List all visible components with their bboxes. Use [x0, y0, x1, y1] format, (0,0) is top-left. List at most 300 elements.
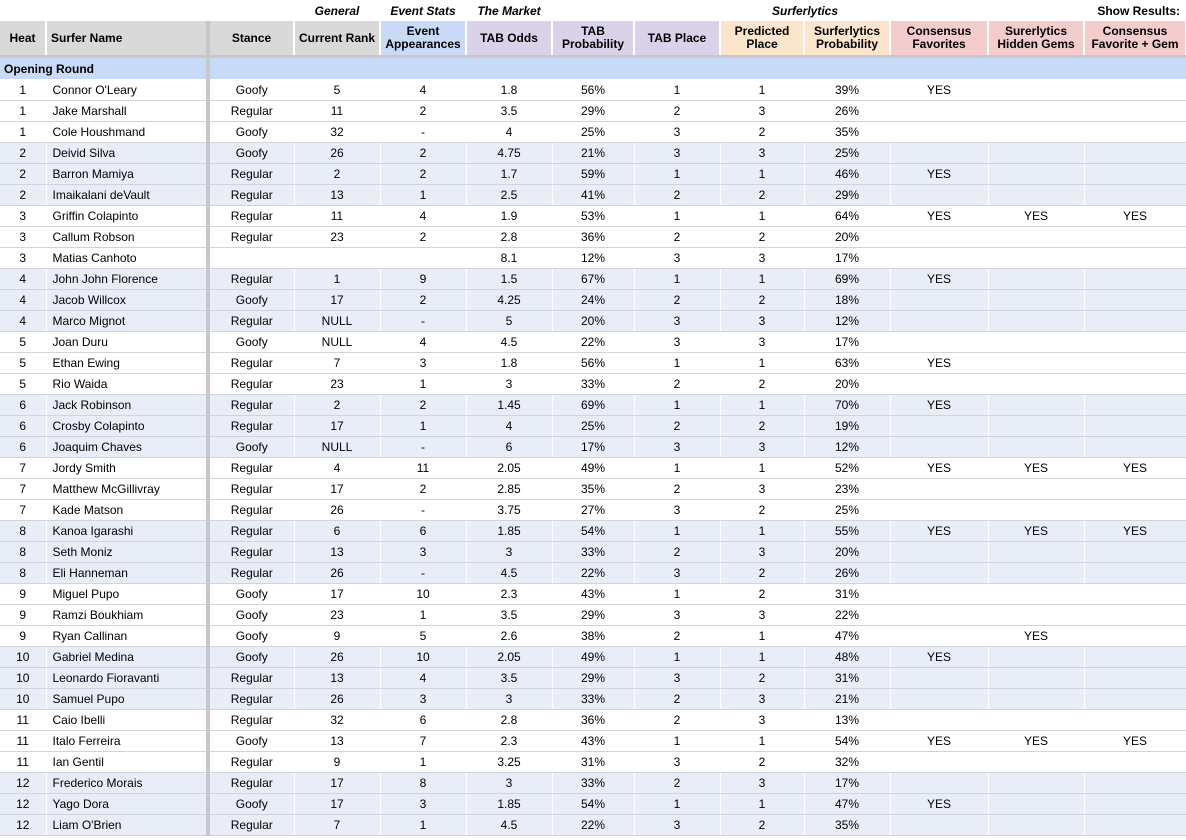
cell-event-appearances: - — [380, 500, 466, 521]
cell-predicted-place: 3 — [720, 248, 804, 269]
cell-tab-probability: 31% — [552, 752, 634, 773]
cell-tab-probability: 33% — [552, 773, 634, 794]
cell-hidden-gems — [988, 164, 1084, 185]
cell-consensus-favorites — [890, 815, 988, 836]
cell-surferlytics-probability: 69% — [804, 269, 890, 290]
cell-event-appearances: 4 — [380, 668, 466, 689]
cell-tab-probability: 54% — [552, 794, 634, 815]
cell-surfer-name: Griffin Colapinto — [46, 206, 208, 227]
cell-favorite-gem — [1084, 185, 1186, 206]
cell-hidden-gems — [988, 185, 1084, 206]
cell-tab-probability: 27% — [552, 500, 634, 521]
cell-event-appearances: 2 — [380, 101, 466, 122]
table-row[interactable] — [0, 815, 1186, 836]
cell-heat: 4 — [0, 311, 46, 332]
table-row[interactable] — [0, 458, 1186, 479]
cell-favorite-gem — [1084, 542, 1186, 563]
cell-current-rank: 17 — [294, 479, 380, 500]
table-row[interactable] — [0, 731, 1186, 752]
cell-tab-odds: 3 — [466, 773, 552, 794]
cell-consensus-favorites — [890, 752, 988, 773]
cell-heat: 2 — [0, 185, 46, 206]
cell-hidden-gems — [988, 710, 1084, 731]
cell-hidden-gems — [988, 437, 1084, 458]
cell-hidden-gems — [988, 395, 1084, 416]
col-tab-probability[interactable]: TAB Probability — [552, 21, 634, 55]
cell-tab-probability: 22% — [552, 815, 634, 836]
table-row[interactable] — [0, 395, 1186, 416]
cell-predicted-place: 1 — [720, 626, 804, 647]
cell-tab-probability: 12% — [552, 248, 634, 269]
cell-stance: Regular — [208, 521, 294, 542]
table-row[interactable] — [0, 584, 1186, 605]
cell-tab-place: 1 — [634, 458, 720, 479]
cell-consensus-favorites — [890, 563, 988, 584]
cell-surferlytics-probability: 20% — [804, 374, 890, 395]
cell-hidden-gems — [988, 269, 1084, 290]
cell-event-appearances: 4 — [380, 206, 466, 227]
cell-favorite-gem — [1084, 647, 1186, 668]
table-row[interactable] — [0, 311, 1186, 332]
cell-event-appearances: 4 — [380, 332, 466, 353]
cell-hidden-gems — [988, 584, 1084, 605]
cell-hidden-gems — [988, 374, 1084, 395]
table-row[interactable] — [0, 668, 1186, 689]
cell-stance: Regular — [208, 500, 294, 521]
cell-surfer-name: Ramzi Boukhiam — [46, 605, 208, 626]
cell-predicted-place: 2 — [720, 416, 804, 437]
table-row[interactable] — [0, 80, 1186, 101]
cell-heat: 7 — [0, 479, 46, 500]
cell-consensus-favorites — [890, 500, 988, 521]
cell-favorite-gem — [1084, 311, 1186, 332]
table-row[interactable] — [0, 542, 1186, 563]
cell-favorite-gem — [1084, 752, 1186, 773]
cell-surferlytics-probability: 12% — [804, 437, 890, 458]
cell-surferlytics-probability: 47% — [804, 794, 890, 815]
cell-predicted-place: 1 — [720, 521, 804, 542]
cell-hidden-gems — [988, 605, 1084, 626]
cell-tab-probability: 24% — [552, 290, 634, 311]
cell-tab-place: 3 — [634, 563, 720, 584]
cell-surfer-name: Cole Houshmand — [46, 122, 208, 143]
cell-stance: Goofy — [208, 80, 294, 101]
section-title: Opening Round — [0, 58, 208, 80]
cell-surfer-name: Barron Mamiya — [46, 164, 208, 185]
cell-surfer-name: Jack Robinson — [46, 395, 208, 416]
cell-current-rank: 32 — [294, 710, 380, 731]
cell-event-appearances: 1 — [380, 815, 466, 836]
cell-tab-place: 1 — [634, 353, 720, 374]
cell-hidden-gems: YES — [988, 458, 1084, 479]
cell-stance: Goofy — [208, 647, 294, 668]
cell-surfer-name: Joan Duru — [46, 332, 208, 353]
cell-stance: Regular — [208, 668, 294, 689]
table-row[interactable] — [0, 710, 1186, 731]
cell-event-appearances: 6 — [380, 521, 466, 542]
table-row[interactable] — [0, 143, 1186, 164]
cell-tab-odds: 8.1 — [466, 248, 552, 269]
cell-current-rank: 11 — [294, 206, 380, 227]
cell-surferlytics-probability: 64% — [804, 206, 890, 227]
cell-tab-odds: 6 — [466, 437, 552, 458]
cell-tab-probability: 38% — [552, 626, 634, 647]
cell-consensus-favorites — [890, 290, 988, 311]
cell-heat: 3 — [0, 248, 46, 269]
cell-stance: Regular — [208, 815, 294, 836]
cell-event-appearances: - — [380, 122, 466, 143]
cell-heat: 9 — [0, 584, 46, 605]
cell-surfer-name: John John Florence — [46, 269, 208, 290]
cell-favorite-gem — [1084, 227, 1186, 248]
cell-surferlytics-probability: 20% — [804, 227, 890, 248]
cell-tab-place: 3 — [634, 248, 720, 269]
cell-tab-odds: 1.5 — [466, 269, 552, 290]
cell-tab-odds: 4.5 — [466, 815, 552, 836]
col-event-appearances[interactable]: Event Appearances — [380, 21, 466, 55]
cell-tab-odds: 3 — [466, 374, 552, 395]
cell-tab-place: 2 — [634, 416, 720, 437]
cell-predicted-place: 2 — [720, 752, 804, 773]
cell-consensus-favorites — [890, 437, 988, 458]
table-row[interactable] — [0, 164, 1186, 185]
cell-event-appearances: 7 — [380, 731, 466, 752]
table-row[interactable] — [0, 626, 1186, 647]
cell-surfer-name: Matthew McGillivray — [46, 479, 208, 500]
cell-hidden-gems — [988, 311, 1084, 332]
cell-current-rank: 2 — [294, 164, 380, 185]
table-row[interactable] — [0, 437, 1186, 458]
cell-event-appearances: 6 — [380, 710, 466, 731]
cell-consensus-favorites: YES — [890, 794, 988, 815]
cell-tab-probability: 36% — [552, 710, 634, 731]
cell-favorite-gem — [1084, 437, 1186, 458]
cell-consensus-favorites: YES — [890, 269, 988, 290]
table-row[interactable] — [0, 479, 1186, 500]
cell-current-rank: 26 — [294, 563, 380, 584]
cell-consensus-favorites — [890, 416, 988, 437]
cell-current-rank: 13 — [294, 668, 380, 689]
cell-tab-probability: 43% — [552, 584, 634, 605]
col-consensus-favorites[interactable]: Consensus Favorites — [890, 21, 988, 55]
cell-tab-odds: 5 — [466, 311, 552, 332]
cell-predicted-place: 1 — [720, 731, 804, 752]
table-row[interactable] — [0, 521, 1186, 542]
cell-surfer-name: Deivid Silva — [46, 143, 208, 164]
cell-hidden-gems — [988, 563, 1084, 584]
cell-favorite-gem — [1084, 668, 1186, 689]
cell-tab-odds: 1.45 — [466, 395, 552, 416]
table-row[interactable] — [0, 248, 1186, 269]
cell-heat: 5 — [0, 374, 46, 395]
cell-tab-place: 1 — [634, 794, 720, 815]
cell-favorite-gem — [1084, 374, 1186, 395]
col-current-rank[interactable]: Current Rank — [294, 21, 380, 55]
cell-favorite-gem — [1084, 773, 1186, 794]
cell-tab-odds: 1.9 — [466, 206, 552, 227]
cell-favorite-gem — [1084, 794, 1186, 815]
cell-favorite-gem — [1084, 605, 1186, 626]
cell-current-rank: 13 — [294, 542, 380, 563]
cell-surfer-name: Leonardo Fioravanti — [46, 668, 208, 689]
cell-tab-probability: 49% — [552, 647, 634, 668]
cell-event-appearances: 1 — [380, 185, 466, 206]
cell-surfer-name: Seth Moniz — [46, 542, 208, 563]
cell-stance: Regular — [208, 311, 294, 332]
cell-tab-odds: 3 — [466, 689, 552, 710]
cell-tab-place: 1 — [634, 269, 720, 290]
col-tab-place[interactable]: TAB Place — [634, 21, 720, 55]
cell-stance: Goofy — [208, 437, 294, 458]
cell-stance: Goofy — [208, 332, 294, 353]
cell-surferlytics-probability: 35% — [804, 122, 890, 143]
cell-consensus-favorites — [890, 227, 988, 248]
cell-surfer-name: Gabriel Medina — [46, 647, 208, 668]
col-predicted-place[interactable]: Predicted Place — [720, 21, 804, 55]
cell-heat: 5 — [0, 332, 46, 353]
cell-tab-odds: 3.75 — [466, 500, 552, 521]
cell-heat: 8 — [0, 563, 46, 584]
cell-surfer-name: Frederico Morais — [46, 773, 208, 794]
cell-heat: 11 — [0, 710, 46, 731]
cell-favorite-gem — [1084, 101, 1186, 122]
cell-heat: 10 — [0, 689, 46, 710]
cell-current-rank: 4 — [294, 458, 380, 479]
cell-surferlytics-probability: 12% — [804, 311, 890, 332]
cell-surfer-name: Eli Hanneman — [46, 563, 208, 584]
cell-event-appearances: 4 — [380, 80, 466, 101]
cell-surferlytics-probability: 48% — [804, 647, 890, 668]
cell-hidden-gems — [988, 689, 1084, 710]
cell-tab-probability: 56% — [552, 353, 634, 374]
section-row — [0, 58, 1186, 80]
cell-tab-place: 1 — [634, 395, 720, 416]
cell-tab-place: 3 — [634, 668, 720, 689]
cell-tab-probability: 49% — [552, 458, 634, 479]
cell-tab-odds: 2.6 — [466, 626, 552, 647]
cell-favorite-gem — [1084, 80, 1186, 101]
cell-stance: Goofy — [208, 584, 294, 605]
cell-surferlytics-probability: 17% — [804, 248, 890, 269]
col-surferlytics-probability[interactable]: Surferlytics Probability — [804, 21, 890, 55]
cell-predicted-place: 1 — [720, 269, 804, 290]
group-surferlytics: Surferlytics — [771, 3, 839, 18]
cell-tab-place: 3 — [634, 752, 720, 773]
cell-surfer-name: Miguel Pupo — [46, 584, 208, 605]
cell-event-appearances: 10 — [380, 584, 466, 605]
cell-consensus-favorites: YES — [890, 731, 988, 752]
table-row[interactable] — [0, 290, 1186, 311]
table-row[interactable] — [0, 227, 1186, 248]
table-row[interactable] — [0, 794, 1186, 815]
cell-surfer-name: Jacob Willcox — [46, 290, 208, 311]
cell-event-appearances: 2 — [380, 164, 466, 185]
cell-event-appearances: 2 — [380, 479, 466, 500]
cell-current-rank: 1 — [294, 269, 380, 290]
cell-favorite-gem — [1084, 689, 1186, 710]
cell-predicted-place: 2 — [720, 815, 804, 836]
cell-predicted-place: 2 — [720, 122, 804, 143]
cell-stance: Regular — [208, 542, 294, 563]
table-row[interactable] — [0, 206, 1186, 227]
col-hidden-gems[interactable]: Surerlytics Hidden Gems — [988, 21, 1084, 55]
cell-event-appearances: 8 — [380, 773, 466, 794]
cell-tab-odds: 1.85 — [466, 521, 552, 542]
table-row[interactable] — [0, 185, 1186, 206]
cell-heat: 12 — [0, 773, 46, 794]
cell-stance: Regular — [208, 164, 294, 185]
cell-consensus-favorites — [890, 710, 988, 731]
cell-predicted-place: 2 — [720, 185, 804, 206]
cell-favorite-gem — [1084, 332, 1186, 353]
table-row[interactable] — [0, 353, 1186, 374]
table-row[interactable] — [0, 374, 1186, 395]
cell-stance: Regular — [208, 227, 294, 248]
cell-tab-probability: 53% — [552, 206, 634, 227]
cell-tab-odds: 3.5 — [466, 101, 552, 122]
col-surfer-name[interactable]: Surfer Name — [46, 21, 208, 55]
cell-tab-place: 1 — [634, 584, 720, 605]
cell-predicted-place: 1 — [720, 80, 804, 101]
cell-hidden-gems — [988, 479, 1084, 500]
col-tab-odds[interactable]: TAB Odds — [466, 21, 552, 55]
cell-predicted-place: 2 — [720, 584, 804, 605]
cell-surferlytics-probability: 47% — [804, 626, 890, 647]
cell-surferlytics-probability: 63% — [804, 353, 890, 374]
table-row[interactable] — [0, 101, 1186, 122]
cell-tab-probability: 56% — [552, 80, 634, 101]
cell-heat: 4 — [0, 290, 46, 311]
table-row[interactable] — [0, 752, 1186, 773]
cell-surferlytics-probability: 70% — [804, 395, 890, 416]
cell-tab-place: 2 — [634, 290, 720, 311]
cell-tab-place: 2 — [634, 479, 720, 500]
cell-tab-probability: 67% — [552, 269, 634, 290]
cell-tab-odds: 4.25 — [466, 290, 552, 311]
cell-tab-probability: 36% — [552, 227, 634, 248]
cell-favorite-gem — [1084, 122, 1186, 143]
cell-predicted-place: 2 — [720, 227, 804, 248]
table-row[interactable] — [0, 416, 1186, 437]
cell-tab-odds: 2.85 — [466, 479, 552, 500]
cell-favorite-gem — [1084, 143, 1186, 164]
cell-heat: 6 — [0, 395, 46, 416]
cell-surferlytics-probability: 25% — [804, 143, 890, 164]
cell-tab-place: 2 — [634, 689, 720, 710]
cell-hidden-gems — [988, 143, 1084, 164]
cell-hidden-gems: YES — [988, 521, 1084, 542]
cell-event-appearances: 3 — [380, 794, 466, 815]
cell-surfer-name: Caio Ibelli — [46, 710, 208, 731]
table-row[interactable] — [0, 647, 1186, 668]
cell-consensus-favorites: YES — [890, 395, 988, 416]
col-heat[interactable]: Heat — [0, 21, 46, 55]
cell-consensus-favorites — [890, 773, 988, 794]
cell-tab-probability: 21% — [552, 143, 634, 164]
cell-tab-place: 3 — [634, 122, 720, 143]
table-row[interactable] — [0, 332, 1186, 353]
cell-hidden-gems — [988, 353, 1084, 374]
cell-surfer-name: Matias Canhoto — [46, 248, 208, 269]
cell-favorite-gem: YES — [1084, 206, 1186, 227]
table-row[interactable] — [0, 689, 1186, 710]
cell-current-rank: 13 — [294, 731, 380, 752]
cell-heat: 3 — [0, 227, 46, 248]
cell-favorite-gem: YES — [1084, 731, 1186, 752]
cell-consensus-favorites: YES — [890, 647, 988, 668]
cell-heat: 6 — [0, 416, 46, 437]
cell-predicted-place: 3 — [720, 689, 804, 710]
cell-event-appearances: 10 — [380, 647, 466, 668]
cell-surfer-name: Liam O'Brien — [46, 815, 208, 836]
cell-hidden-gems — [988, 647, 1084, 668]
cell-hidden-gems — [988, 668, 1084, 689]
table-row[interactable] — [0, 605, 1186, 626]
cell-predicted-place: 2 — [720, 668, 804, 689]
cell-event-appearances: 2 — [380, 395, 466, 416]
cell-event-appearances: 1 — [380, 605, 466, 626]
cell-predicted-place: 1 — [720, 458, 804, 479]
cell-tab-odds: 2.5 — [466, 185, 552, 206]
cell-heat: 2 — [0, 143, 46, 164]
cell-tab-odds: 1.85 — [466, 794, 552, 815]
cell-surferlytics-probability: 32% — [804, 752, 890, 773]
cell-favorite-gem — [1084, 395, 1186, 416]
cell-consensus-favorites — [890, 332, 988, 353]
cell-current-rank: 7 — [294, 815, 380, 836]
cell-surferlytics-probability: 18% — [804, 290, 890, 311]
cell-heat: 10 — [0, 647, 46, 668]
cell-current-rank: 26 — [294, 689, 380, 710]
cell-tab-probability: 69% — [552, 395, 634, 416]
cell-surferlytics-probability: 52% — [804, 458, 890, 479]
cell-surfer-name: Samuel Pupo — [46, 689, 208, 710]
cell-hidden-gems — [988, 101, 1084, 122]
table-row[interactable] — [0, 563, 1186, 584]
cell-consensus-favorites — [890, 122, 988, 143]
cell-event-appearances: 2 — [380, 143, 466, 164]
cell-event-appearances: 3 — [380, 353, 466, 374]
cell-tab-probability: 33% — [552, 542, 634, 563]
cell-surfer-name: Ryan Callinan — [46, 626, 208, 647]
show-results-label: Show Results: — [1097, 3, 1180, 18]
cell-heat: 12 — [0, 794, 46, 815]
cell-hidden-gems — [988, 290, 1084, 311]
cell-event-appearances: 1 — [380, 752, 466, 773]
cell-hidden-gems — [988, 500, 1084, 521]
table-row[interactable] — [0, 122, 1186, 143]
cell-surferlytics-probability: 25% — [804, 500, 890, 521]
cell-tab-probability: 35% — [552, 479, 634, 500]
cell-current-rank: 26 — [294, 647, 380, 668]
table-row[interactable] — [0, 773, 1186, 794]
table-row[interactable] — [0, 500, 1186, 521]
table-row[interactable] — [0, 269, 1186, 290]
cell-tab-probability: 41% — [552, 185, 634, 206]
cell-surfer-name: Italo Ferreira — [46, 731, 208, 752]
cell-surferlytics-probability: 29% — [804, 185, 890, 206]
cell-consensus-favorites — [890, 101, 988, 122]
cell-stance: Goofy — [208, 605, 294, 626]
cell-stance: Regular — [208, 752, 294, 773]
col-stance[interactable]: Stance — [208, 21, 294, 55]
cell-tab-place: 2 — [634, 374, 720, 395]
cell-surferlytics-probability: 19% — [804, 416, 890, 437]
cell-favorite-gem — [1084, 479, 1186, 500]
cell-stance: Goofy — [208, 731, 294, 752]
col-favorite-gem[interactable]: Consensus Favorite + Gem — [1084, 21, 1186, 55]
cell-event-appearances: 9 — [380, 269, 466, 290]
